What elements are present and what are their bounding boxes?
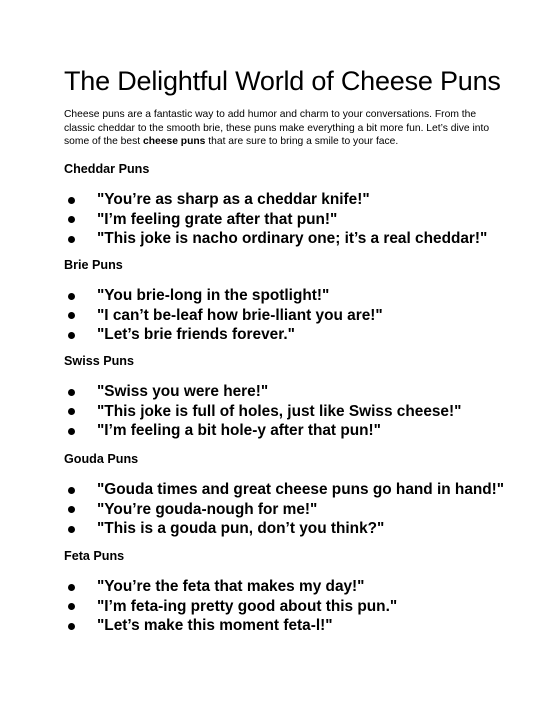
pun-text: "Gouda times and great cheese puns go hand in hand!" [97,481,505,498]
list-item [64,616,524,636]
section-heading: Brie Puns [64,258,123,272]
pun-text: "You’re gouda-nough for me!" [97,500,318,518]
section-heading: Feta Puns [64,549,125,563]
bullet-icon [68,332,75,339]
bullet-icon [68,584,75,591]
pun-text: "I’m feta-ing pretty good about this pun." [97,597,398,615]
list-item [64,402,524,422]
bullet-icon [68,236,75,243]
pun-text: "This is a gouda pun, don’t you think?" [97,520,385,537]
section-heading: Swiss Puns [64,354,134,368]
bullet-icon [68,389,75,396]
pun-list [64,286,524,345]
bullet-icon [68,487,75,494]
pun-text: "This joke is full of holes, just like Swiss cheese!" [97,402,462,420]
bullet-icon [68,216,75,223]
list-item [64,500,524,520]
list-item [64,577,524,597]
section-gouda-puns [64,452,524,539]
section-heading: Cheddar Puns [64,162,150,176]
list-item [64,480,524,500]
pun-text: "I can’t be-leaf how brie-lliant you are!" [97,306,383,324]
list-item [64,597,524,617]
intro-bold-text: cheese puns [143,136,206,147]
section-feta-puns [64,549,524,636]
pun-text: "I’m feeling grate after that pun!" [97,210,338,228]
pun-text: "You’re as sharp as a cheddar knife!" [97,191,370,208]
bullet-icon [68,623,75,630]
page-title: The Delightful World of Cheese Puns [64,66,501,96]
intro-paragraph [64,108,504,149]
bullet-icon [68,312,75,319]
pun-text: "Let’s make this moment feta-l!" [97,617,333,634]
section-heading: Gouda Puns [64,452,139,466]
list-item [64,210,524,230]
bullet-icon [68,293,75,300]
list-item [64,286,524,306]
section-cheddar-puns [64,162,524,249]
pun-list [64,190,524,249]
section-brie-puns [64,258,524,345]
list-item [64,190,524,210]
bullet-icon [68,603,75,610]
pun-text: "This joke is nacho ordinary one; it’s a real cheddar!" [97,230,488,247]
list-item [64,421,524,441]
bullet-icon [68,197,75,204]
pun-text: "Let’s brie friends forever." [97,326,295,343]
pun-list [64,577,524,636]
intro-text: Cheese puns are a fantastic way to add humor and charm to your conversations. From the classic cheddar to the smooth brie, these puns make everything a bit more fun. Let’s dive into some of the best [64,109,490,147]
list-item [64,382,524,402]
pun-list [64,382,524,441]
bullet-icon [68,408,75,415]
list-item [64,325,524,345]
pun-list [64,480,524,539]
intro-text-end: that are sure to bring a smile to your face. [205,136,399,147]
pun-text: "You’re the feta that makes my day!" [97,578,365,595]
pun-text: "I’m feeling a bit hole-y after that pun!" [97,422,381,439]
list-item [64,519,524,539]
bullet-icon [68,526,75,533]
bullet-icon [68,428,75,435]
bullet-icon [68,506,75,513]
pun-text: "Swiss you were here!" [97,383,269,400]
list-item [64,229,524,249]
pun-text: "You brie-long in the spotlight!" [97,287,330,304]
list-item [64,306,524,326]
section-swiss-puns [64,354,524,441]
